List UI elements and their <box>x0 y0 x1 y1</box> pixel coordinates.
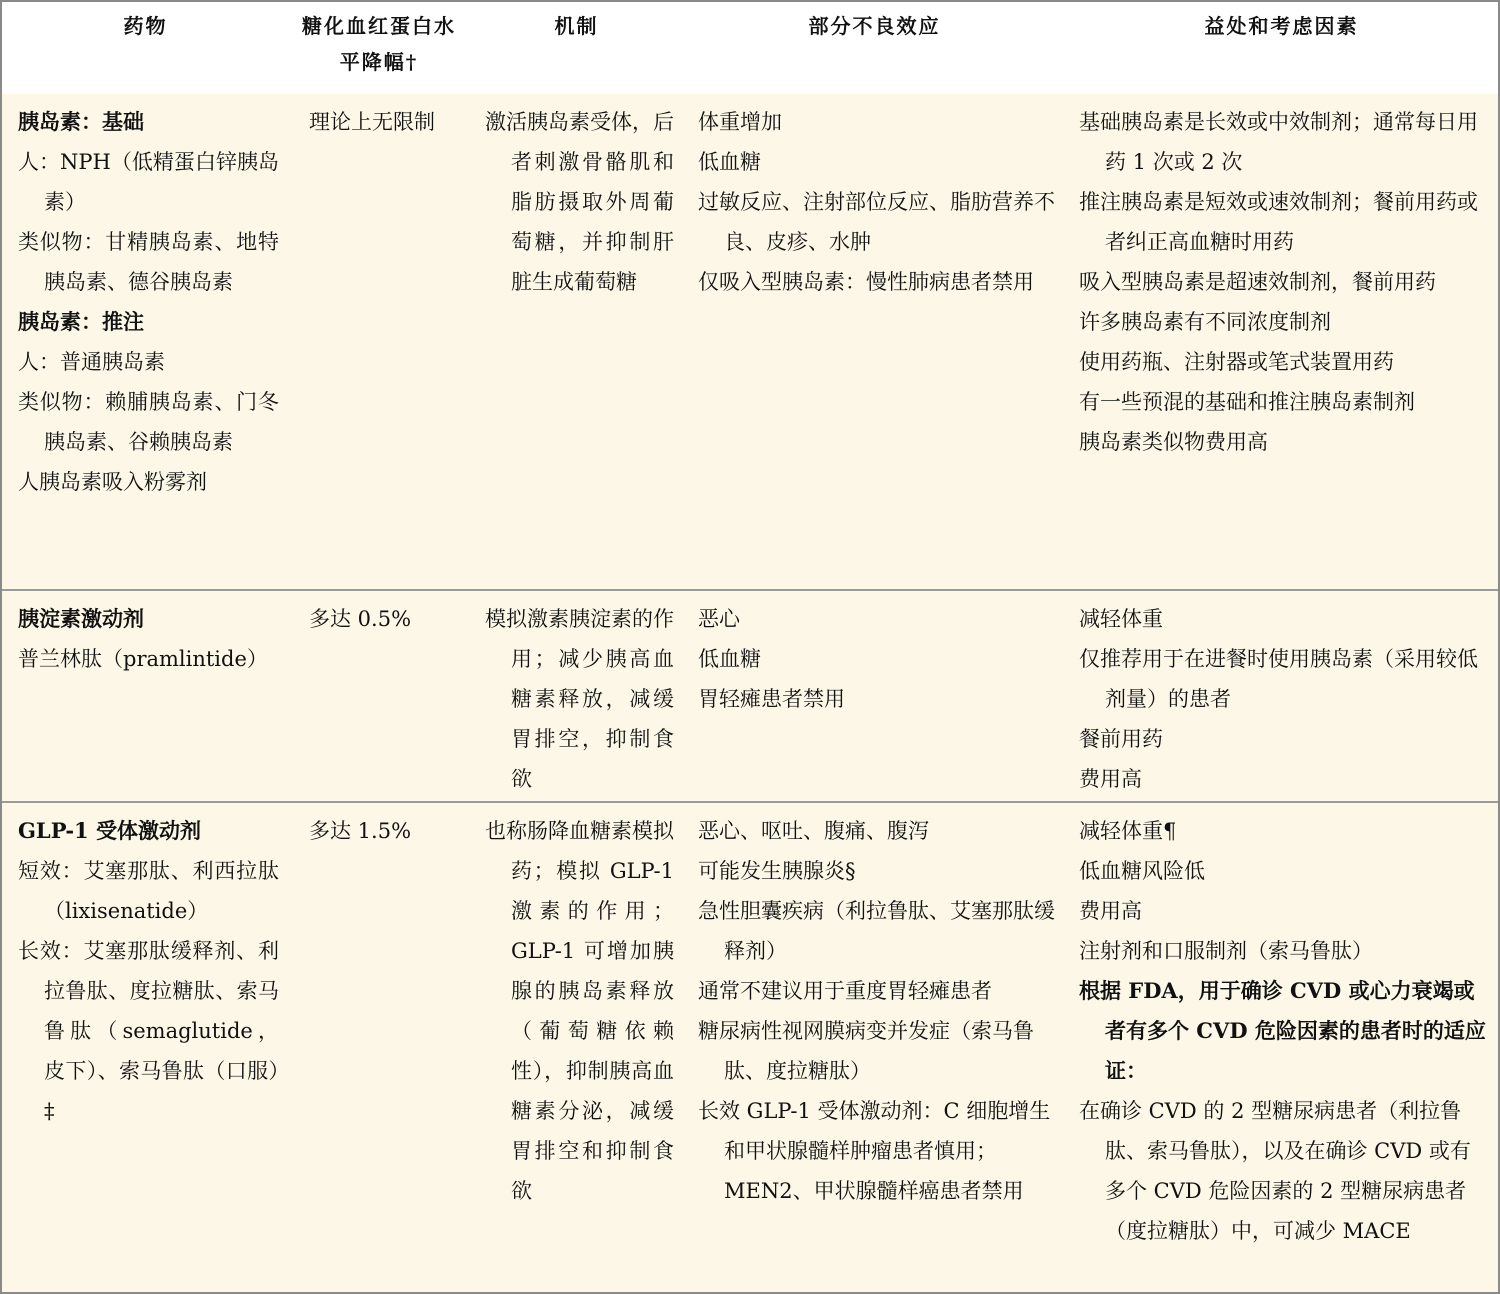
table-row <box>2 802 1498 1292</box>
benefit-line: 胰岛素类似物费用高 <box>1079 430 1268 454</box>
mechanism-cell <box>469 802 684 1292</box>
adverse-line: 可能发生胰腺炎§ <box>698 859 856 883</box>
adverse-line: 恶心 <box>698 607 740 631</box>
adverse-cell <box>684 94 1065 590</box>
mechanism-cell <box>469 590 684 802</box>
adverse-line: 长效 GLP-1 受体激动剂：C 细胞增生和甲状腺髓样肿瘤患者慎用；MEN2、甲状腺髓样癌患者禁用 <box>698 1099 1051 1203</box>
benefit-line: 仅推荐用于在进餐时使用胰岛素（采用较低剂量）的患者 <box>1079 647 1478 711</box>
benefit-line: 注射剂和口服制剂（索马鲁肽） <box>1079 939 1373 963</box>
drug-line: 人：NPH（低精蛋白锌胰岛素） <box>18 150 279 214</box>
drug-line: 类似物：赖脯胰岛素、门冬胰岛素、谷赖胰岛素 <box>18 390 279 454</box>
table-row <box>2 94 1498 590</box>
table-row <box>2 590 1498 802</box>
drug-cell <box>2 94 289 590</box>
adverse-cell <box>684 802 1065 1292</box>
header-a1c-reduction: 糖化血红蛋白水平降幅† <box>302 14 456 74</box>
a1c-value: 多达 1.5% <box>309 819 412 843</box>
adverse-line: 糖尿病性视网膜病变并发症（索马鲁肽、度拉糖肽） <box>698 1019 1034 1083</box>
drug-line: 人：普通胰岛素 <box>18 350 165 374</box>
drug-line: 胰岛素：基础 <box>18 109 144 134</box>
benefit-line: 基础胰岛素是长效或中效制剂；通常每日用药 1 次或 2 次 <box>1079 110 1478 174</box>
adverse-line: 低血糖 <box>698 150 761 174</box>
benefit-line: 减轻体重 <box>1079 607 1163 631</box>
benefit-line: 餐前用药 <box>1079 727 1163 751</box>
benefit-line: 费用高 <box>1079 899 1142 923</box>
benefits-cell <box>1065 590 1498 802</box>
a1c-value: 理论上无限制 <box>309 110 435 134</box>
drug-cell <box>2 802 289 1292</box>
a1c-cell <box>289 802 469 1292</box>
adverse-line: 恶心、呕吐、腹痛、腹泻 <box>698 819 929 843</box>
drug-line: 短效：艾塞那肽、利西拉肽（lixisenatide） <box>18 859 279 923</box>
header-adverse-effects: 部分不良效应 <box>808 14 941 38</box>
adverse-cell <box>684 590 1065 802</box>
drug-line: 胰岛素：推注 <box>18 309 144 334</box>
benefit-line: 许多胰岛素有不同浓度制剂 <box>1079 310 1331 334</box>
a1c-cell <box>289 590 469 802</box>
a1c-cell <box>289 94 469 590</box>
mechanism-cell <box>469 94 684 590</box>
adverse-line: 通常不建议用于重度胃轻瘫患者 <box>698 979 992 1003</box>
header-benefits: 益处和考虑因素 <box>1204 14 1359 38</box>
header-drug: 药物 <box>123 14 168 38</box>
drug-line: 胰淀素激动剂 <box>18 606 144 631</box>
benefit-line: 吸入型胰岛素是超速效制剂，餐前用药 <box>1079 270 1436 294</box>
adverse-line: 胃轻瘫患者禁用 <box>698 687 845 711</box>
benefits-cell <box>1065 802 1498 1292</box>
a1c-value: 多达 0.5% <box>309 607 412 631</box>
drug-line: 类似物：甘精胰岛素、地特胰岛素、德谷胰岛素 <box>18 230 279 294</box>
drug-line: 普兰林肽（pramlintide） <box>18 647 268 671</box>
benefit-line: 在确诊 CVD 的 2 型糖尿病患者（利拉鲁肽、索马鲁肽），以及在确诊 CVD 或有多个 CVD 危险因素的 2 型糖尿病患者（度拉糖肽）中，可减少 MACE <box>1079 1099 1471 1243</box>
benefit-line: 低血糖风险低 <box>1079 859 1205 883</box>
mechanism-text: 模拟激素胰淀素的作用；减少胰高血糖素释放，减缓胃排空，抑制食欲 <box>485 607 674 791</box>
adverse-line: 低血糖 <box>698 647 761 671</box>
drug-cell <box>2 590 289 802</box>
benefit-line: 使用药瓶、注射器或笔式装置用药 <box>1079 350 1394 374</box>
benefits-cell <box>1065 94 1498 590</box>
benefit-line: 有一些预混的基础和推注胰岛素制剂 <box>1079 390 1415 414</box>
drug-line: GLP-1 受体激动剂 <box>18 818 201 843</box>
adverse-line: 仅吸入型胰岛素：慢性肺病患者禁用 <box>698 270 1034 294</box>
drug-line: 长效：艾塞那肽缓释剂、利拉鲁肽、度拉糖肽、索马鲁肽（semaglutide，皮下）、索马鲁肽（口服）‡ <box>18 939 279 1123</box>
drug-line: 人胰岛素吸入粉雾剂 <box>18 470 207 494</box>
adverse-line: 体重增加 <box>698 110 782 134</box>
adverse-line: 过敏反应、注射部位反应、脂肪营养不良、皮疹、水肿 <box>698 190 1055 254</box>
mechanism-text: 也称肠降血糖素模拟药；模拟 GLP-1 激素的作用；GLP-1 可增加胰腺的胰岛素释放（葡萄糖依赖性），抑制胰高血糖素分泌，减缓胃排空和抑制食欲 <box>485 819 674 1203</box>
header-mechanism: 机制 <box>554 14 599 38</box>
header-row <box>2 2 1498 94</box>
benefit-line: 推注胰岛素是短效或速效制剂；餐前用药或者纠正高血糖时用药 <box>1079 190 1478 254</box>
benefit-line: 根据 FDA，用于确诊 CVD 或心力衰竭或者有多个 CVD 危险因素的患者时的适应证： <box>1079 978 1486 1083</box>
adverse-line: 急性胆囊疾病（利拉鲁肽、艾塞那肽缓释剂） <box>698 899 1055 963</box>
mechanism-text: 激活胰岛素受体，后者刺激骨骼肌和脂肪摄取外周葡萄糖，并抑制肝脏生成葡萄糖 <box>485 110 674 294</box>
benefit-line: 减轻体重¶ <box>1079 819 1177 843</box>
benefit-line: 费用高 <box>1079 767 1142 791</box>
diabetes-drug-table <box>2 2 1498 1292</box>
